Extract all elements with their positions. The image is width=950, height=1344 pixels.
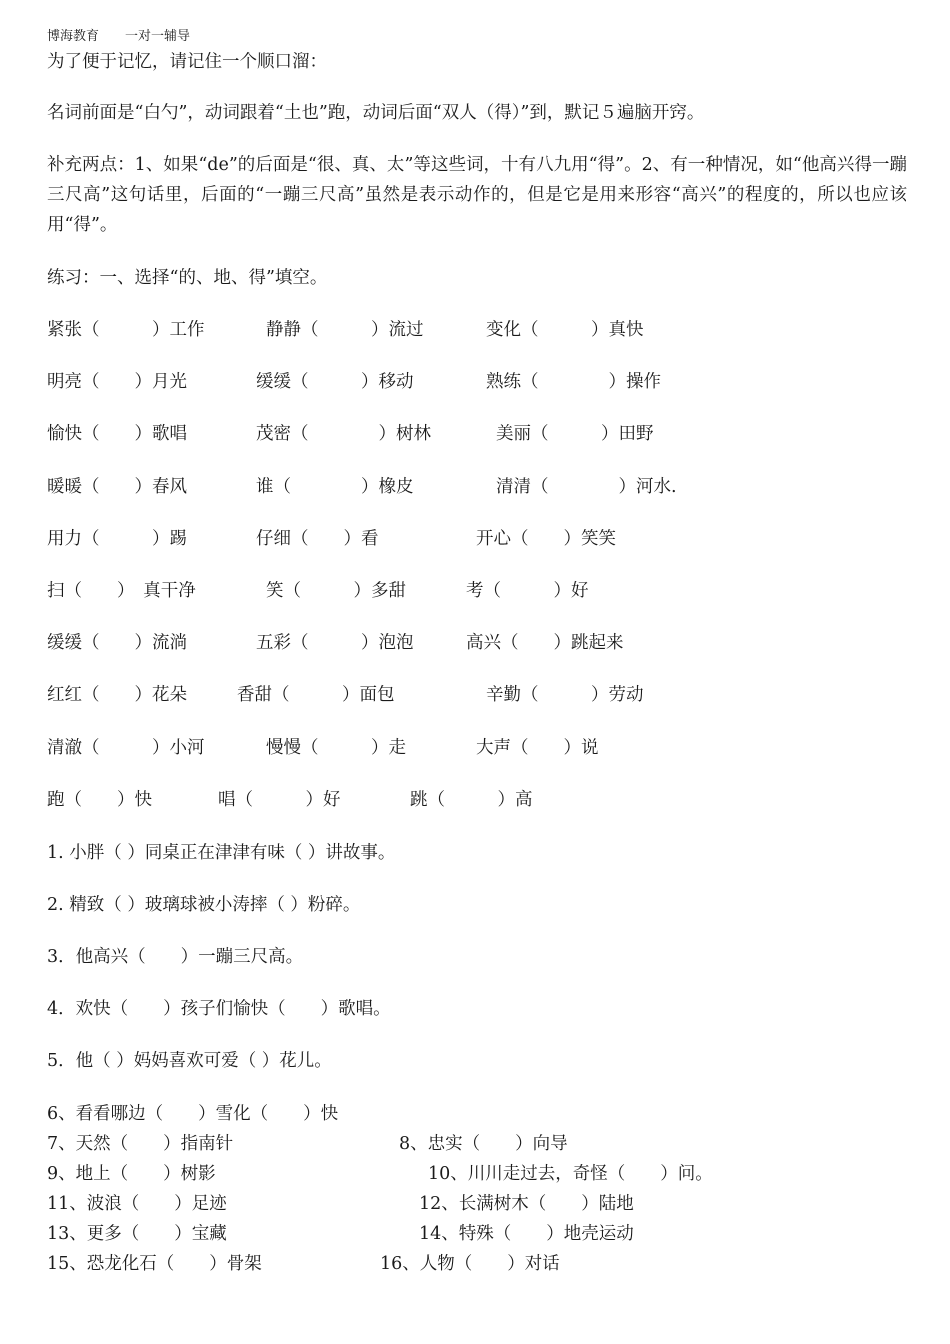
pair-item: 7、天然（ ）指南针	[47, 1134, 234, 1154]
grid-item: 红红（ ）花朵	[47, 685, 187, 705]
grid-item: 熟练（ ）操作	[486, 372, 661, 392]
pair-item: 8、忠实（ ）向导	[399, 1134, 568, 1154]
grid-item: 愉快（ ）歌唱	[47, 424, 187, 444]
pair-item: 14、特殊（ ）地壳运动	[419, 1224, 634, 1244]
org-name: 博海教育	[47, 29, 100, 44]
grid-item: 跳（ ）高	[410, 790, 533, 810]
exercise-title: 练习：一、选择“的、地、得”填空。	[47, 268, 328, 288]
grid-item: 仔细（ ）看	[256, 529, 379, 549]
grid-item: 考（ ）好	[466, 581, 589, 601]
grid-item: 静静（ ）流过	[266, 320, 424, 340]
grid-item: 扫（ ） 真干净	[47, 581, 196, 601]
grid-item: 清清（ ）河水.	[496, 477, 677, 497]
grid-item: 慢慢（ ）走	[266, 738, 406, 758]
pair-item: 10、川川走过去，奇怪（ ）问。	[428, 1164, 713, 1184]
grid-item: 变化（ ）真快	[486, 320, 644, 340]
grid-item: 茂密（ ）树林	[256, 424, 431, 444]
rhyme-text: 名词前面是“白勺”，动词跟着“土也”跑，动词后面“双人（得）”到，默记５遍脑开窍。	[47, 103, 705, 123]
grid-item: 暖暖（ ）春风	[47, 477, 187, 497]
supplement-paragraph: 补充两点：1、如果“de”的后面是“很、真、太”等这些词，十有八九用“得”。2、有一种情况，如“他高兴得一蹦三尺高”这句话里，后面的“一蹦三尺高”虽然是表示动作的，但是它是用来形容“高兴”的程度的，所以也应该用“得”。	[47, 155, 907, 235]
grid-item: 跑（ ）快	[47, 790, 152, 810]
grid-item: 紧张（ ）工作	[47, 320, 205, 340]
pair-item: 13、更多（ ）宝藏	[47, 1224, 227, 1244]
sentence-item: 6、看看哪边（ ）雪化（ ）快	[47, 1104, 339, 1124]
sentence-item: 5．他（ ）妈妈喜欢可爱（ ）花儿。	[47, 1051, 332, 1071]
pair-item: 11、波浪（ ）足迹	[47, 1194, 227, 1214]
grid-item: 五彩（ ）泡泡	[256, 633, 414, 653]
sentence-item: 4．欢快（ ）孩子们愉快（ ）歌唱。	[47, 999, 391, 1019]
pair-item: 9、地上（ ）树影	[47, 1164, 216, 1184]
grid-item: 唱（ ）好	[218, 790, 341, 810]
grid-item: 辛勤（ ）劳动	[486, 685, 644, 705]
grid-item: 香甜（ ）面包	[237, 685, 395, 705]
intro-text: 为了便于记忆，请记住一个顺口溜：	[47, 52, 327, 72]
grid-item: 用力（ ）踢	[47, 529, 187, 549]
pair-item: 15、恐龙化石（ ）骨架	[47, 1254, 262, 1274]
grid-item: 缓缓（ ）流淌	[47, 633, 187, 653]
grid-item: 笑（ ）多甜	[266, 581, 406, 601]
grid-item: 美丽（ ）田野	[496, 424, 654, 444]
document-header	[47, 25, 190, 44]
grid-item: 高兴（ ）跳起来	[466, 633, 624, 653]
pair-item: 12、长满树木（ ）陆地	[419, 1194, 634, 1214]
sentence-item: 2. 精致（ ）玻璃球被小涛摔（ ）粉碎。	[47, 895, 361, 915]
grid-item: 大声（ ）说	[476, 738, 599, 758]
sentence-item: 3．他高兴（ ）一蹦三尺高。	[47, 947, 304, 967]
grid-item: 谁（ ）橡皮	[256, 477, 414, 497]
pair-item: 16、人物（ ）对话	[380, 1254, 560, 1274]
sentence-item: 1. 小胖（ ）同桌正在津津有味（ ）讲故事。	[47, 843, 396, 863]
tutoring-type: 一对一辅导	[125, 29, 191, 44]
grid-item: 开心（ ）笑笑	[476, 529, 616, 549]
grid-item: 缓缓（ ）移动	[256, 372, 414, 392]
grid-item: 明亮（ ）月光	[47, 372, 187, 392]
grid-item: 清澈（ ）小河	[47, 738, 205, 758]
